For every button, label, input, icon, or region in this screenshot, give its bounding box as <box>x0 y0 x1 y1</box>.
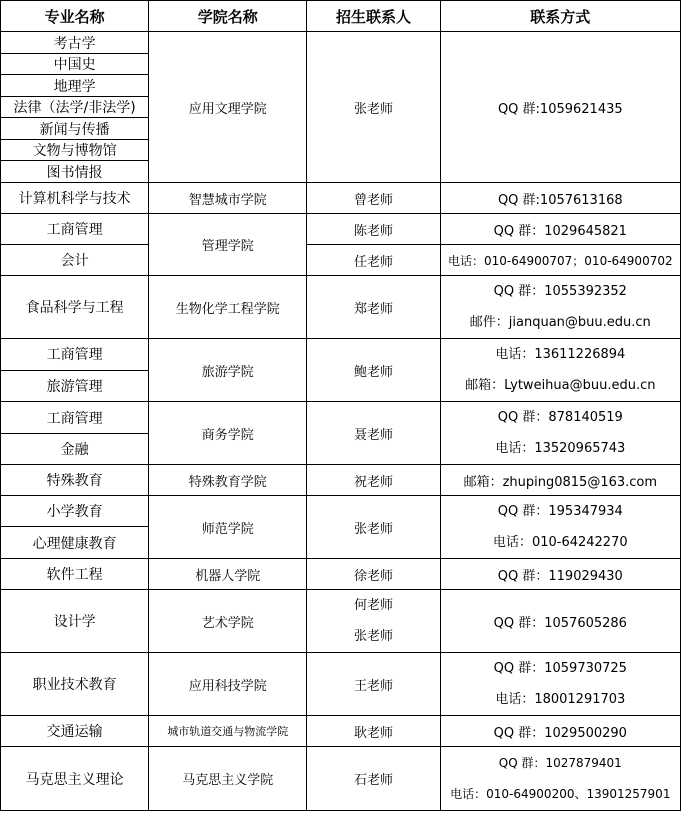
method-cell: QQ 群：1029645821 <box>440 214 680 245</box>
college-cell: 商务学院 <box>149 402 307 465</box>
method-cell <box>440 402 680 465</box>
college-cell: 师范学院 <box>149 496 307 559</box>
major-cell: 工商管理 <box>1 214 149 245</box>
contact-cell: 王老师 <box>307 653 440 716</box>
table-row <box>1 402 681 434</box>
college-cell: 特殊教育学院 <box>149 465 307 496</box>
table-row <box>1 653 681 716</box>
table-row <box>1 559 681 590</box>
college-cell: 马克思主义学院 <box>149 747 307 811</box>
method-line: QQ 群：1059730725 <box>493 661 627 676</box>
major-cell: 旅游管理 <box>1 370 149 402</box>
table-row <box>1 496 681 527</box>
method-line: QQ 群：1027879401 <box>498 755 622 770</box>
major-cell: 心理健康教育 <box>1 527 149 559</box>
table-row <box>1 465 681 496</box>
college-cell: 城市轨道交通与物流学院 <box>149 716 307 747</box>
major-cell: 中国史 <box>1 54 149 75</box>
method-cell: QQ 群：1029500290 <box>440 716 680 747</box>
method-line: 邮件：jianquan@buu.edu.cn <box>469 315 651 330</box>
contact-cell: 徐老师 <box>307 559 440 590</box>
method-line: 电话：13611226894 <box>495 347 626 362</box>
major-cell: 设计学 <box>1 590 149 653</box>
college-cell: 应用科技学院 <box>149 653 307 716</box>
college-cell: 艺术学院 <box>149 590 307 653</box>
contact-cell <box>307 590 440 653</box>
method-line: QQ 群：195347934 <box>497 504 623 519</box>
college-cell: 生物化学工程学院 <box>149 276 307 339</box>
method-cell: QQ 群:1057613168 <box>440 183 680 214</box>
method-cell: 电话：010-64900707；010-64900702 <box>440 245 680 276</box>
major-cell: 图书情报 <box>1 161 149 183</box>
method-line: 电话：010-64242270 <box>492 535 628 550</box>
major-cell: 地理学 <box>1 75 149 97</box>
table-row <box>1 590 681 653</box>
method-cell: QQ 群：119029430 <box>440 559 680 590</box>
method-cell <box>440 276 680 339</box>
contact-cell: 祝老师 <box>307 465 440 496</box>
major-cell: 食品科学与工程 <box>1 276 149 339</box>
college-cell: 机器人学院 <box>149 559 307 590</box>
major-cell: 会计 <box>1 245 149 276</box>
method-cell: QQ 群：1057605286 <box>440 590 680 653</box>
major-cell: 特殊教育 <box>1 465 149 496</box>
contact-cell: 任老师 <box>307 245 440 276</box>
table-row <box>1 245 681 276</box>
major-cell: 文物与博物馆 <box>1 140 149 161</box>
header-row <box>1 1 681 32</box>
table-row <box>1 339 681 371</box>
major-cell: 考古学 <box>1 32 149 54</box>
contact-cell: 耿老师 <box>307 716 440 747</box>
college-cell: 管理学院 <box>149 214 307 276</box>
college-cell: 应用文理学院 <box>149 32 307 183</box>
method-cell <box>440 747 680 811</box>
table-row <box>1 32 681 54</box>
header-major: 专业名称 <box>1 1 149 32</box>
method-line: 电话：010-64900200、13901257901 <box>450 786 671 801</box>
contact-cell: 鲍老师 <box>307 339 440 402</box>
major-cell: 计算机科学与技术 <box>1 183 149 214</box>
method-line: QQ 群：878140519 <box>497 410 623 425</box>
method-cell: QQ 群:1059621435 <box>440 32 680 183</box>
major-cell: 新闻与传播 <box>1 118 149 140</box>
college-cell: 智慧城市学院 <box>149 183 307 214</box>
table-row <box>1 716 681 747</box>
method-line: QQ 群：1055392352 <box>493 284 627 299</box>
header-college: 学院名称 <box>149 1 307 32</box>
contact-cell: 张老师 <box>307 32 440 183</box>
major-cell: 职业技术教育 <box>1 653 149 716</box>
contact-line: 张老师 <box>354 629 394 644</box>
major-cell: 交通运输 <box>1 716 149 747</box>
major-cell: 马克思主义理论 <box>1 747 149 811</box>
contact-cell: 石老师 <box>307 747 440 811</box>
method-cell: 邮箱：zhuping0815@163.com <box>440 465 680 496</box>
major-cell: 小学教育 <box>1 496 149 527</box>
method-cell <box>440 496 680 559</box>
method-line: 电话：13520965743 <box>495 441 626 456</box>
method-cell <box>440 339 680 402</box>
table-row <box>1 183 681 214</box>
contact-line: 何老师 <box>354 598 394 613</box>
contact-cell: 陈老师 <box>307 214 440 245</box>
major-cell: 金融 <box>1 434 149 465</box>
header-method: 联系方式 <box>440 1 680 32</box>
table-row <box>1 214 681 245</box>
major-cell: 法律（法学/非法学) <box>1 97 149 118</box>
major-cell: 工商管理 <box>1 339 149 371</box>
major-cell: 工商管理 <box>1 402 149 434</box>
contact-cell: 郑老师 <box>307 276 440 339</box>
table-row <box>1 276 681 339</box>
college-cell: 旅游学院 <box>149 339 307 402</box>
contact-cell: 曾老师 <box>307 183 440 214</box>
method-line: 电话：18001291703 <box>495 692 626 707</box>
contact-cell: 聂老师 <box>307 402 440 465</box>
major-cell: 软件工程 <box>1 559 149 590</box>
table-row <box>1 747 681 811</box>
contact-cell: 张老师 <box>307 496 440 559</box>
method-line: 邮箱：Lytweihua@buu.edu.cn <box>465 378 656 393</box>
header-contact: 招生联系人 <box>307 1 440 32</box>
method-cell <box>440 653 680 716</box>
